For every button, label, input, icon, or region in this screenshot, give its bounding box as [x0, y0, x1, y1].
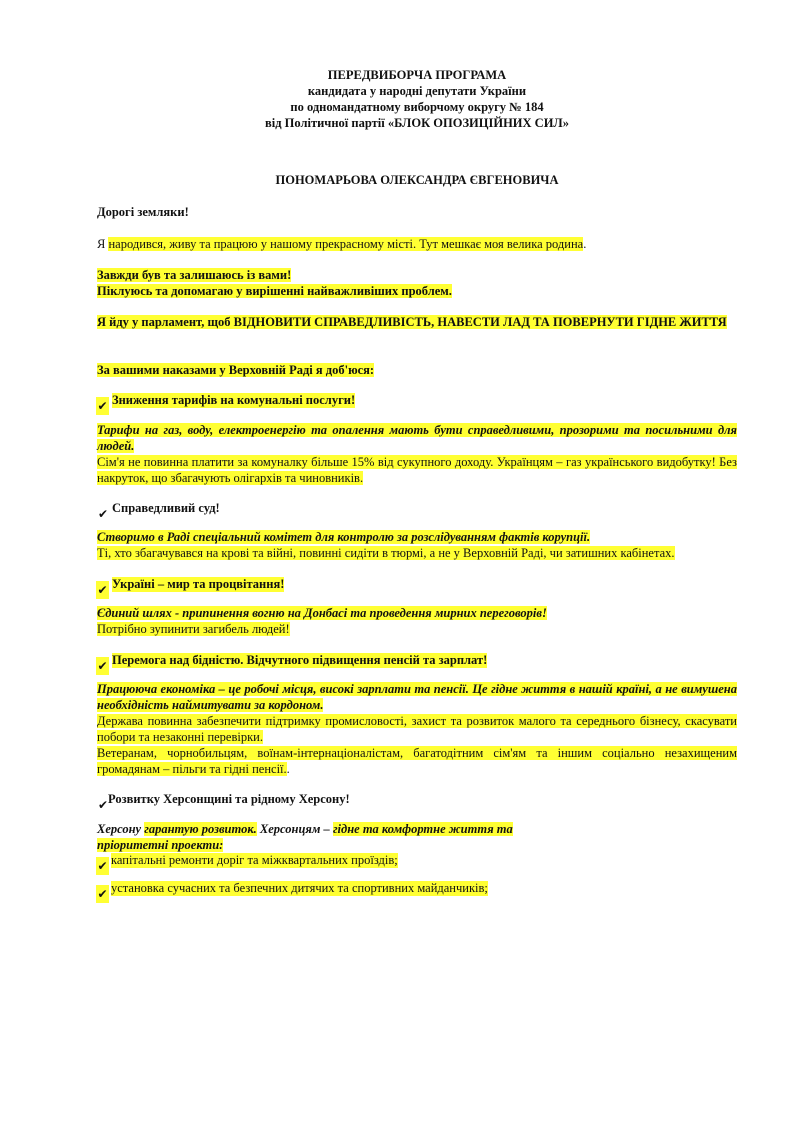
section-title: Україні – мир та процвітання!	[112, 577, 285, 591]
section-poverty-body-1: Держава повинна забезпечити підтримку промисловості, захист та розвиток малого та середнього бізнесу, скасувати побори та незаконні перевірки.	[97, 714, 737, 744]
section-title: Зниження тарифів на комунальні послуги!	[112, 393, 356, 407]
check-icon: ✔	[97, 399, 108, 413]
check-icon: ✔	[97, 583, 108, 597]
orders-heading: За вашими наказами у Верховній Раді я доб'юся:	[97, 363, 375, 377]
check-icon: ✔	[97, 507, 109, 521]
section-court-heading	[97, 501, 737, 521]
check-icon: ✔	[97, 659, 108, 673]
project-item: ✔ установка сучасних та безпечних дитячих та спортивних майданчиків;	[97, 881, 488, 901]
candidate-name: ПОНОМАРЬОВА ОЛЕКСАНДРА ЄВГЕНОВИЧА	[275, 173, 559, 187]
intro-paragraph	[97, 236, 737, 252]
check-icon: ✔	[97, 798, 109, 812]
header-line-candidate: кандидата у народні депутати України	[307, 84, 527, 98]
section-poverty-body-2: Ветеранам, чорнобильцям, воїнам-інтернаціоналістам, багатодітним сім'ям та іншим соціально незахищеним громадянам – пільги та гідні пенсії..	[97, 746, 737, 776]
always-line-2: Піклуюсь та допомагаю у вирішенні найважливіших проблем.	[97, 284, 452, 298]
section-title: Справедливий суд!	[112, 501, 220, 515]
parliament-statement: Я йду у парламент, щоб ВІДНОВИТИ СПРАВЕДЛИВІСТЬ, НАВЕСТИ ЛАД ТА ПОВЕРНУТИ ГІДНЕ ЖИТТЯ	[97, 315, 727, 329]
section-title: Розвитку Херсонщині та рідному Херсону!	[108, 792, 350, 806]
section-kherson-heading	[97, 792, 737, 812]
always-line-1: Завжди був та залишаюсь із вами!	[97, 268, 292, 282]
header-line-district: по одномандатному виборчому округу № 184	[290, 100, 544, 114]
section-title: Перемога над бідністю. Відчутного підвищення пенсій та зарплат!	[112, 653, 488, 667]
section-peace-body: Потрібно зупинити загибель людей!	[97, 622, 290, 636]
section-court-emphasis: Створимо в Раді спеціальний комітет для контролю за розслідуванням фактів корупції.	[97, 530, 591, 544]
check-icon: ✔	[97, 887, 108, 901]
section-court-body: Ті, хто збагачувався на крові та війні, повинні сидіти в тюрмі, а не у Верховній Раді, чи затишних кабінетах.	[97, 546, 675, 560]
check-icon: ✔	[97, 859, 108, 873]
section-poverty-heading	[97, 653, 737, 673]
section-tariffs-emphasis: Тарифи на газ, воду, електроенергію та опалення мають бути справедливими, прозорими та посильними для людей.	[97, 423, 737, 453]
section-tariffs-body: Сім'я не повинна платити за комуналку більше 15% від сукупного доходу. Українцям – газ українського видобутку! Без накруток, що збагачують олігархів та чиновників.	[97, 455, 737, 485]
section-poverty-emphasis: Працююча економіка – це робочі місця, високі зарплати та пенсії. Це гідне життя в нашій країні, а не вимушена необхідність наймитувати за кордоном.	[97, 682, 737, 712]
section-peace-heading	[97, 577, 737, 597]
section-tariffs-heading	[97, 393, 737, 413]
greeting: Дорогі земляки!	[97, 205, 189, 219]
intro-lead: Я	[97, 237, 109, 251]
header-line-party: від Політичної партії «БЛОК ОПОЗИЦІЙНИХ СИЛ»	[265, 116, 569, 130]
intro-text: народився, живу та працюю у нашому прекрасному місті. Тут мешкає моя велика родина	[108, 237, 584, 251]
intro-end: .	[583, 237, 587, 251]
always-with-you	[97, 267, 737, 299]
project-item: ✔ капітальні ремонти доріг та міжквартальних проїздів;	[97, 853, 398, 873]
document-header	[97, 67, 737, 131]
header-title: ПЕРЕДВИБОРЧА ПРОГРАМА	[327, 68, 507, 82]
section-peace-emphasis: Єдиний шлях - припинення вогню на Донбасі та проведення мирних переговорів!	[97, 606, 547, 620]
kherson-paragraph: Херсону гарантую розвиток. Херсонцям – гідне та комфортне життя та пріоритетні проекти:	[97, 822, 513, 852]
